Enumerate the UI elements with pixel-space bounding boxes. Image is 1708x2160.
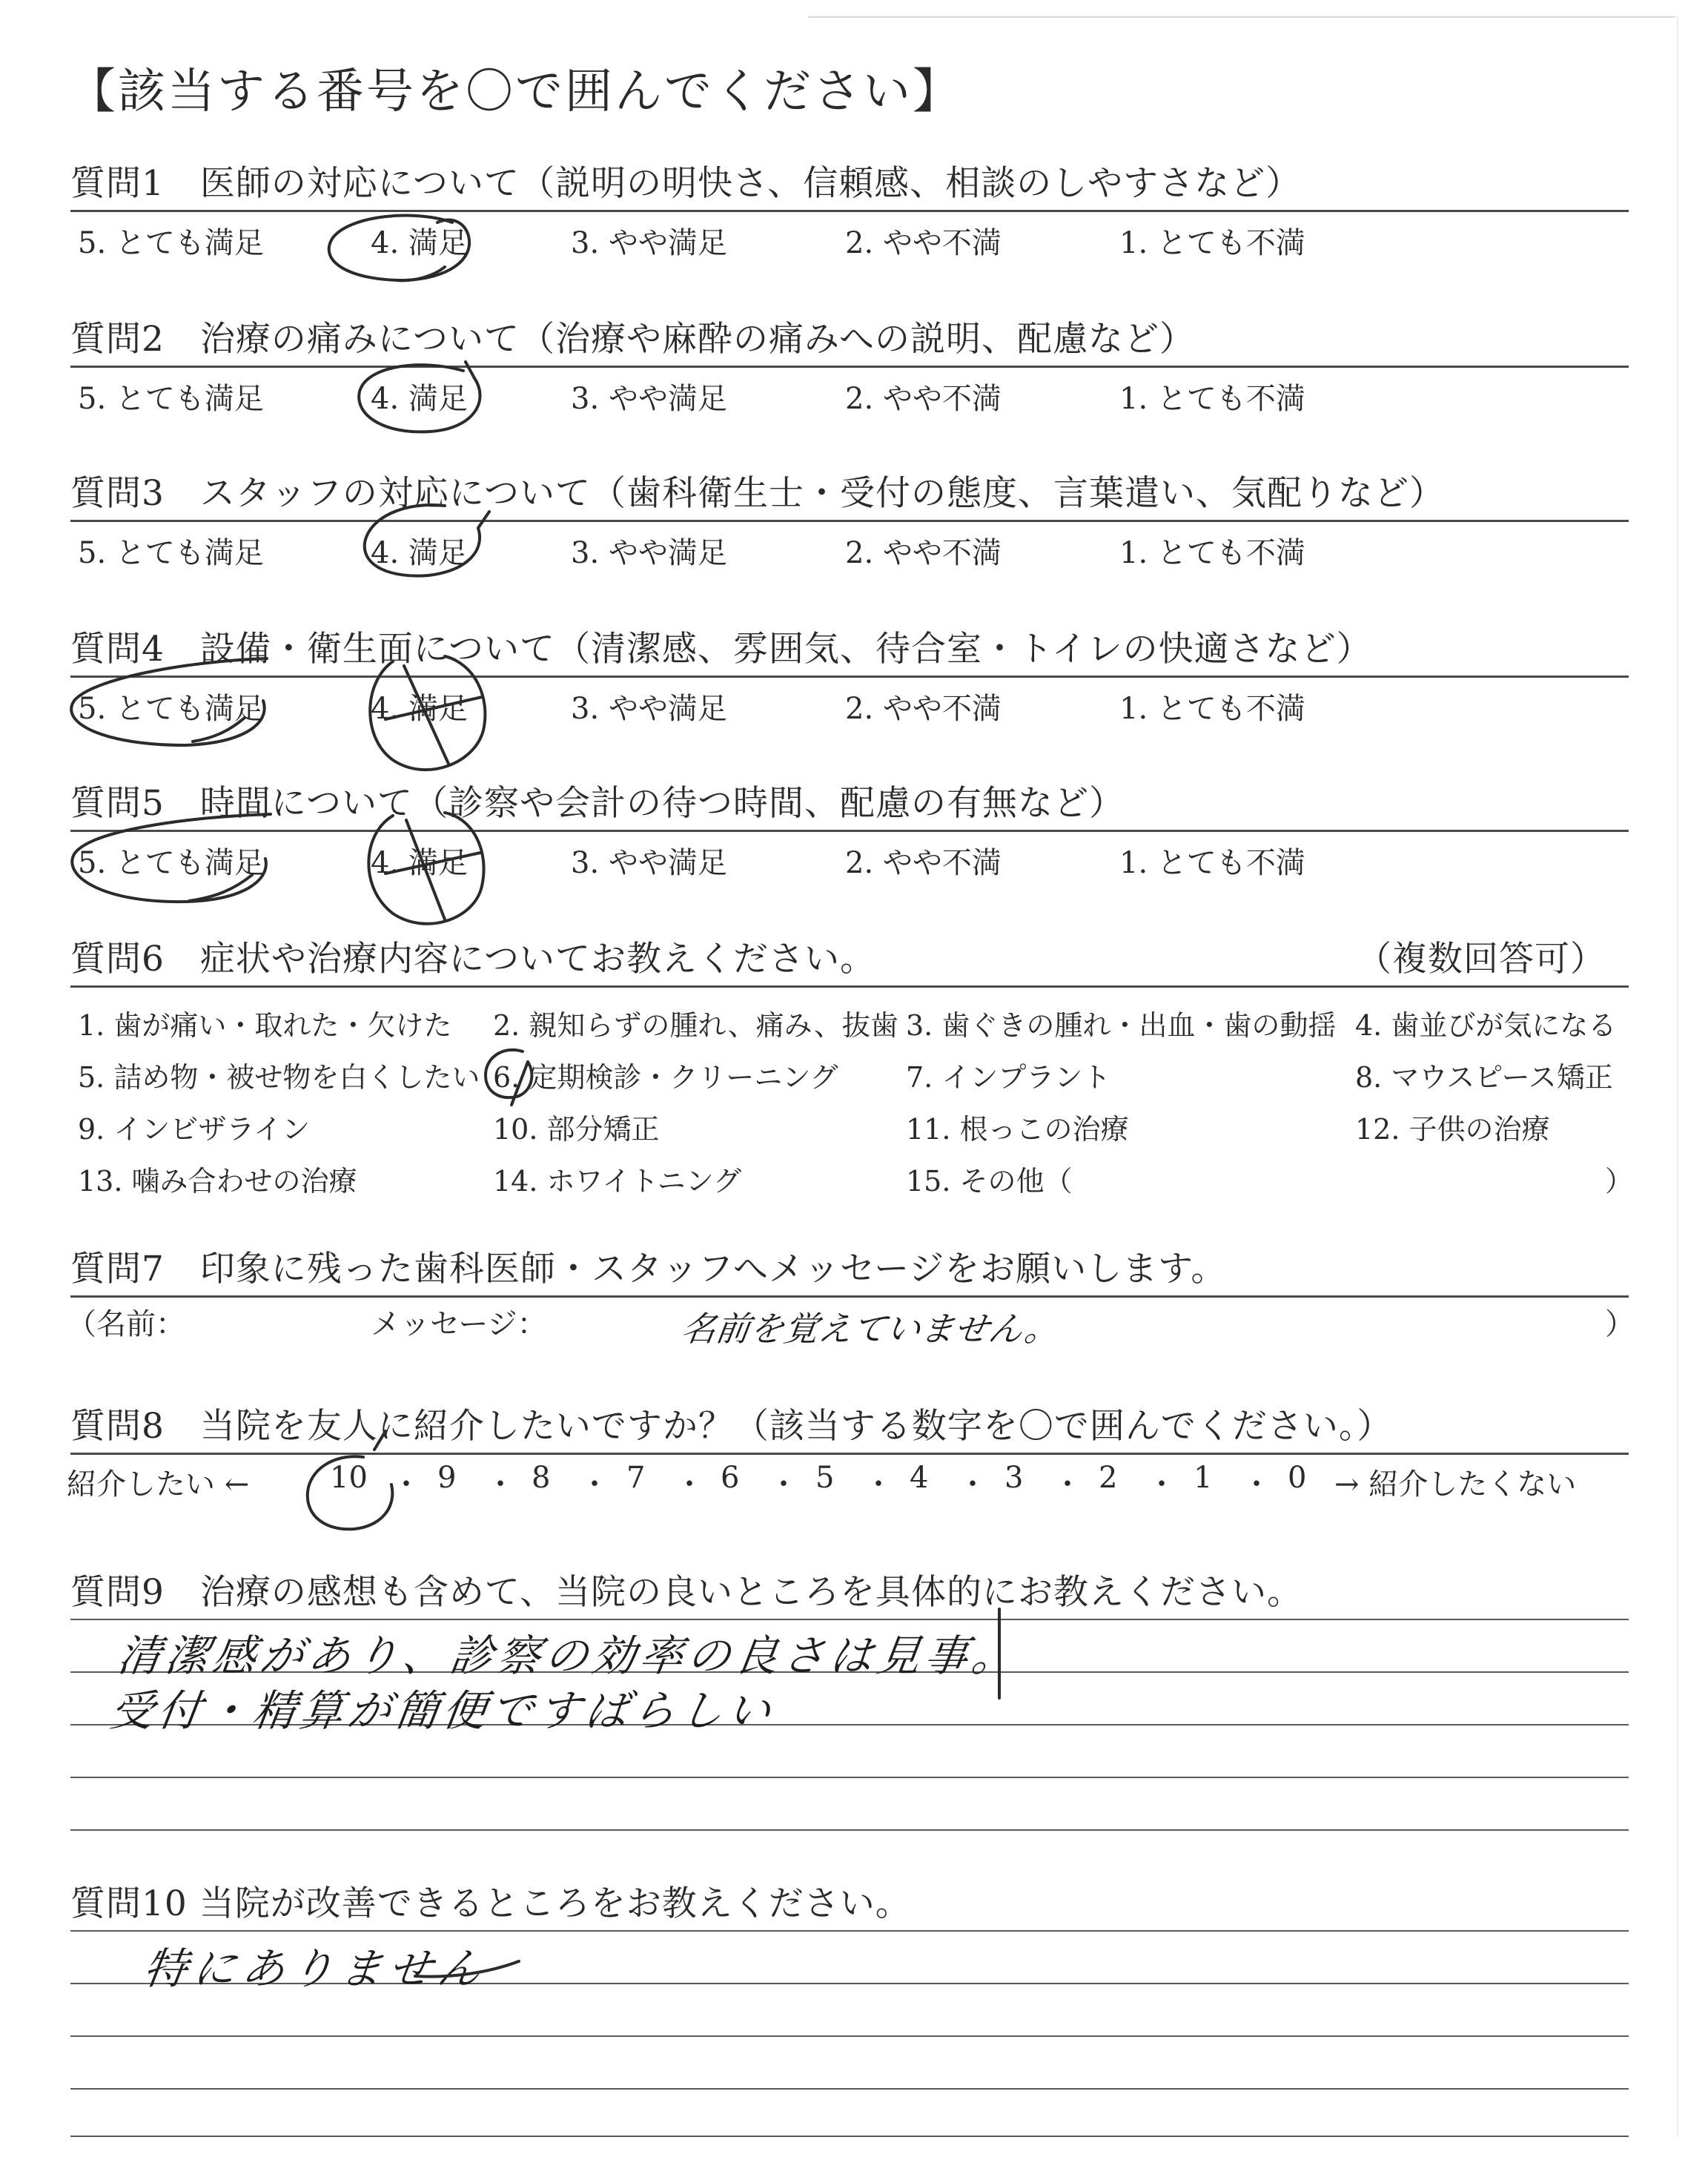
q8-scale-4[interactable]: 4 xyxy=(910,1461,929,1495)
q8-scale-7[interactable]: 7 xyxy=(626,1461,646,1495)
q3-option-3[interactable]: 3. やや満足 xyxy=(571,536,727,570)
form-header: 【該当する番号を〇で囲んでください】 xyxy=(68,65,962,119)
q10-rule-5 xyxy=(70,2136,1629,2137)
q6-option-13[interactable]: 13. 噛み合わせの治療 xyxy=(78,1165,357,1198)
q1-circle-tail xyxy=(397,267,445,280)
q8-dot: ・ xyxy=(1242,1467,1271,1502)
q3-title: 質問3 スタッフの対応について（歯科衛生士・受付の態度、言葉遣い、気配りなど） xyxy=(70,473,1445,514)
q5-title: 質問5 時間について（診察や会計の待つ時間、配慮の有無など） xyxy=(70,783,1125,824)
q3-option-4[interactable]: 4. 満足 xyxy=(371,536,468,570)
q2-option-5[interactable]: 5. とても満足 xyxy=(78,382,264,416)
q10-handwritten-line-1: 特にありません xyxy=(140,1943,491,1994)
q2-title: 質問2 治療の痛みについて（治療や麻酔の痛みへの説明、配慮など） xyxy=(70,319,1196,360)
q6-option-1[interactable]: 1. 歯が痛い・取れた・欠けた xyxy=(78,1009,452,1042)
q8-scale-1[interactable]: 1 xyxy=(1194,1461,1213,1495)
q4-option-4[interactable]: 4. 満足 xyxy=(371,692,468,726)
scan-top-edge xyxy=(808,16,1675,18)
q8-dot: ・ xyxy=(1147,1467,1176,1502)
q8-dot: ・ xyxy=(486,1467,515,1502)
q7-title: 質問7 印象に残った歯科医師・スタッフへメッセージをお願いします。 xyxy=(70,1249,1227,1289)
q8-scale-8[interactable]: 8 xyxy=(532,1461,551,1495)
q8-left-label: 紹介したい ← xyxy=(67,1467,250,1502)
q8-right-label: → 紹介したくない xyxy=(1334,1467,1577,1502)
q8-dot: ・ xyxy=(769,1467,798,1502)
q8-rule xyxy=(70,1453,1629,1455)
q6-option-7[interactable]: 7. インプラント xyxy=(906,1061,1111,1094)
q3-rule xyxy=(70,520,1629,522)
q6-option-9[interactable]: 9. インビザライン xyxy=(78,1113,311,1146)
q8-scale-0[interactable]: 0 xyxy=(1288,1461,1307,1495)
q7-handwritten-message: 名前を覚えていません。 xyxy=(678,1309,1062,1349)
q6-option-15-other[interactable]: 15. その他（ xyxy=(906,1165,1073,1198)
q6-multiple-answer-note: （複数回答可） xyxy=(1357,939,1606,980)
q5-rule xyxy=(70,830,1629,832)
q5-option-2[interactable]: 2. やや不満 xyxy=(845,846,1002,880)
q3-option-2[interactable]: 2. やや不満 xyxy=(845,536,1002,570)
q9-title: 質問9 治療の感想も含めて、当院の良いところを具体的にお教えください。 xyxy=(70,1572,1302,1613)
q2-option-1[interactable]: 1. とても不満 xyxy=(1119,382,1305,416)
q6-option-2[interactable]: 2. 親知らずの腫れ、痛み、抜歯 xyxy=(493,1009,898,1042)
q1-option-1[interactable]: 1. とても不満 xyxy=(1119,226,1305,260)
q9-rule-5 xyxy=(70,1829,1629,1831)
q6-option-5[interactable]: 5. 詰め物・被せ物を白くしたい xyxy=(78,1061,480,1094)
q8-title: 質問8 当院を友人に紹介したいですか？（該当する数字を〇で囲んでください。） xyxy=(70,1406,1393,1447)
q6-option-8[interactable]: 8. マウスピース矯正 xyxy=(1355,1061,1613,1094)
q7-close-paren: ） xyxy=(1605,1307,1635,1341)
scan-right-edge xyxy=(1677,16,1678,2137)
q9-rule-1 xyxy=(70,1619,1629,1620)
q8-dot: ・ xyxy=(391,1467,421,1502)
q2-rule xyxy=(70,366,1629,368)
q8-scale-2[interactable]: 2 xyxy=(1099,1461,1118,1495)
q8-scale-10[interactable]: 10 xyxy=(330,1461,368,1495)
q7-message-label: メッセージ： xyxy=(371,1307,547,1341)
q1-option-4[interactable]: 4. 満足 xyxy=(371,226,468,260)
q8-dot: ・ xyxy=(958,1467,987,1502)
q1-title: 質問1 医師の対応について（説明の明快さ、信頼感、相談のしやすさなど） xyxy=(70,163,1302,204)
q6-option-3[interactable]: 3. 歯ぐきの腫れ・出血・歯の動揺 xyxy=(906,1009,1337,1042)
q8-scale-6[interactable]: 6 xyxy=(721,1461,740,1495)
q5-option-1[interactable]: 1. とても不満 xyxy=(1119,846,1305,880)
q10-rule-3 xyxy=(70,2035,1629,2037)
q7-rule xyxy=(70,1295,1629,1298)
q2-option-3[interactable]: 3. やや満足 xyxy=(571,382,727,416)
q6-option-14[interactable]: 14. ホワイトニング xyxy=(493,1165,742,1198)
q10-title: 質問10 当院が改善できるところをお教えください。 xyxy=(70,1883,911,1924)
q6-title: 質問6 症状や治療内容についてお教えください。 xyxy=(70,939,875,980)
q4-option-2[interactable]: 2. やや不満 xyxy=(845,692,1002,726)
q3-option-1[interactable]: 1. とても不満 xyxy=(1119,536,1305,570)
q6-option-4[interactable]: 4. 歯並びが気になる xyxy=(1355,1009,1617,1042)
q2-option-4[interactable]: 4. 満足 xyxy=(371,382,468,416)
q9-handwritten-line-2: 受付・精算が簡便ですばらしい xyxy=(107,1685,779,1736)
q6-other-close-paren: ） xyxy=(1605,1165,1634,1198)
q8-scale-9[interactable]: 9 xyxy=(437,1461,457,1495)
q8-scale-5[interactable]: 5 xyxy=(815,1461,835,1495)
q8-dot: ・ xyxy=(864,1467,893,1502)
q4-option-3[interactable]: 3. やや満足 xyxy=(571,692,727,726)
q4-title: 質問4 設備・衛生面について（清潔感、雰囲気、待合室・トイレの快適さなど） xyxy=(70,629,1372,670)
q6-option-10[interactable]: 10. 部分矯正 xyxy=(493,1113,660,1146)
q4-rule xyxy=(70,676,1629,678)
q2-option-2[interactable]: 2. やや不満 xyxy=(845,382,1002,416)
q6-option-12[interactable]: 12. 子供の治療 xyxy=(1355,1113,1550,1146)
q8-dot: ・ xyxy=(1053,1467,1082,1502)
q1-option-2[interactable]: 2. やや不満 xyxy=(845,226,1002,260)
q10-rule-1 xyxy=(70,1930,1629,1932)
q5-option-4[interactable]: 4. 満足 xyxy=(371,846,468,880)
q1-option-3[interactable]: 3. やや満足 xyxy=(571,226,727,260)
q8-scale-3[interactable]: 3 xyxy=(1004,1461,1024,1495)
q6-option-6[interactable]: 6. 定期検診・クリーニング xyxy=(493,1061,838,1094)
q3-option-5[interactable]: 5. とても満足 xyxy=(78,536,264,570)
q9-handwritten-line-1: 清潔感があり、診察の効率の良さは見事。 xyxy=(114,1631,1024,1681)
q4-option-5[interactable]: 5. とても満足 xyxy=(78,692,264,726)
q1-rule xyxy=(70,210,1629,212)
q6-rule xyxy=(70,985,1629,988)
q8-dot: ・ xyxy=(580,1467,609,1502)
q5-option-3[interactable]: 3. やや満足 xyxy=(571,846,727,880)
q4-option-1[interactable]: 1. とても不満 xyxy=(1119,692,1305,726)
q7-name-label: （名前： xyxy=(67,1307,185,1341)
q5-option-5[interactable]: 5. とても満足 xyxy=(78,846,264,880)
q9-rule-4 xyxy=(70,1777,1629,1778)
q10-rule-4 xyxy=(70,2088,1629,2090)
q8-dot: ・ xyxy=(675,1467,704,1502)
q6-option-11[interactable]: 11. 根っこの治療 xyxy=(906,1113,1129,1146)
q1-option-5[interactable]: 5. とても満足 xyxy=(78,226,264,260)
